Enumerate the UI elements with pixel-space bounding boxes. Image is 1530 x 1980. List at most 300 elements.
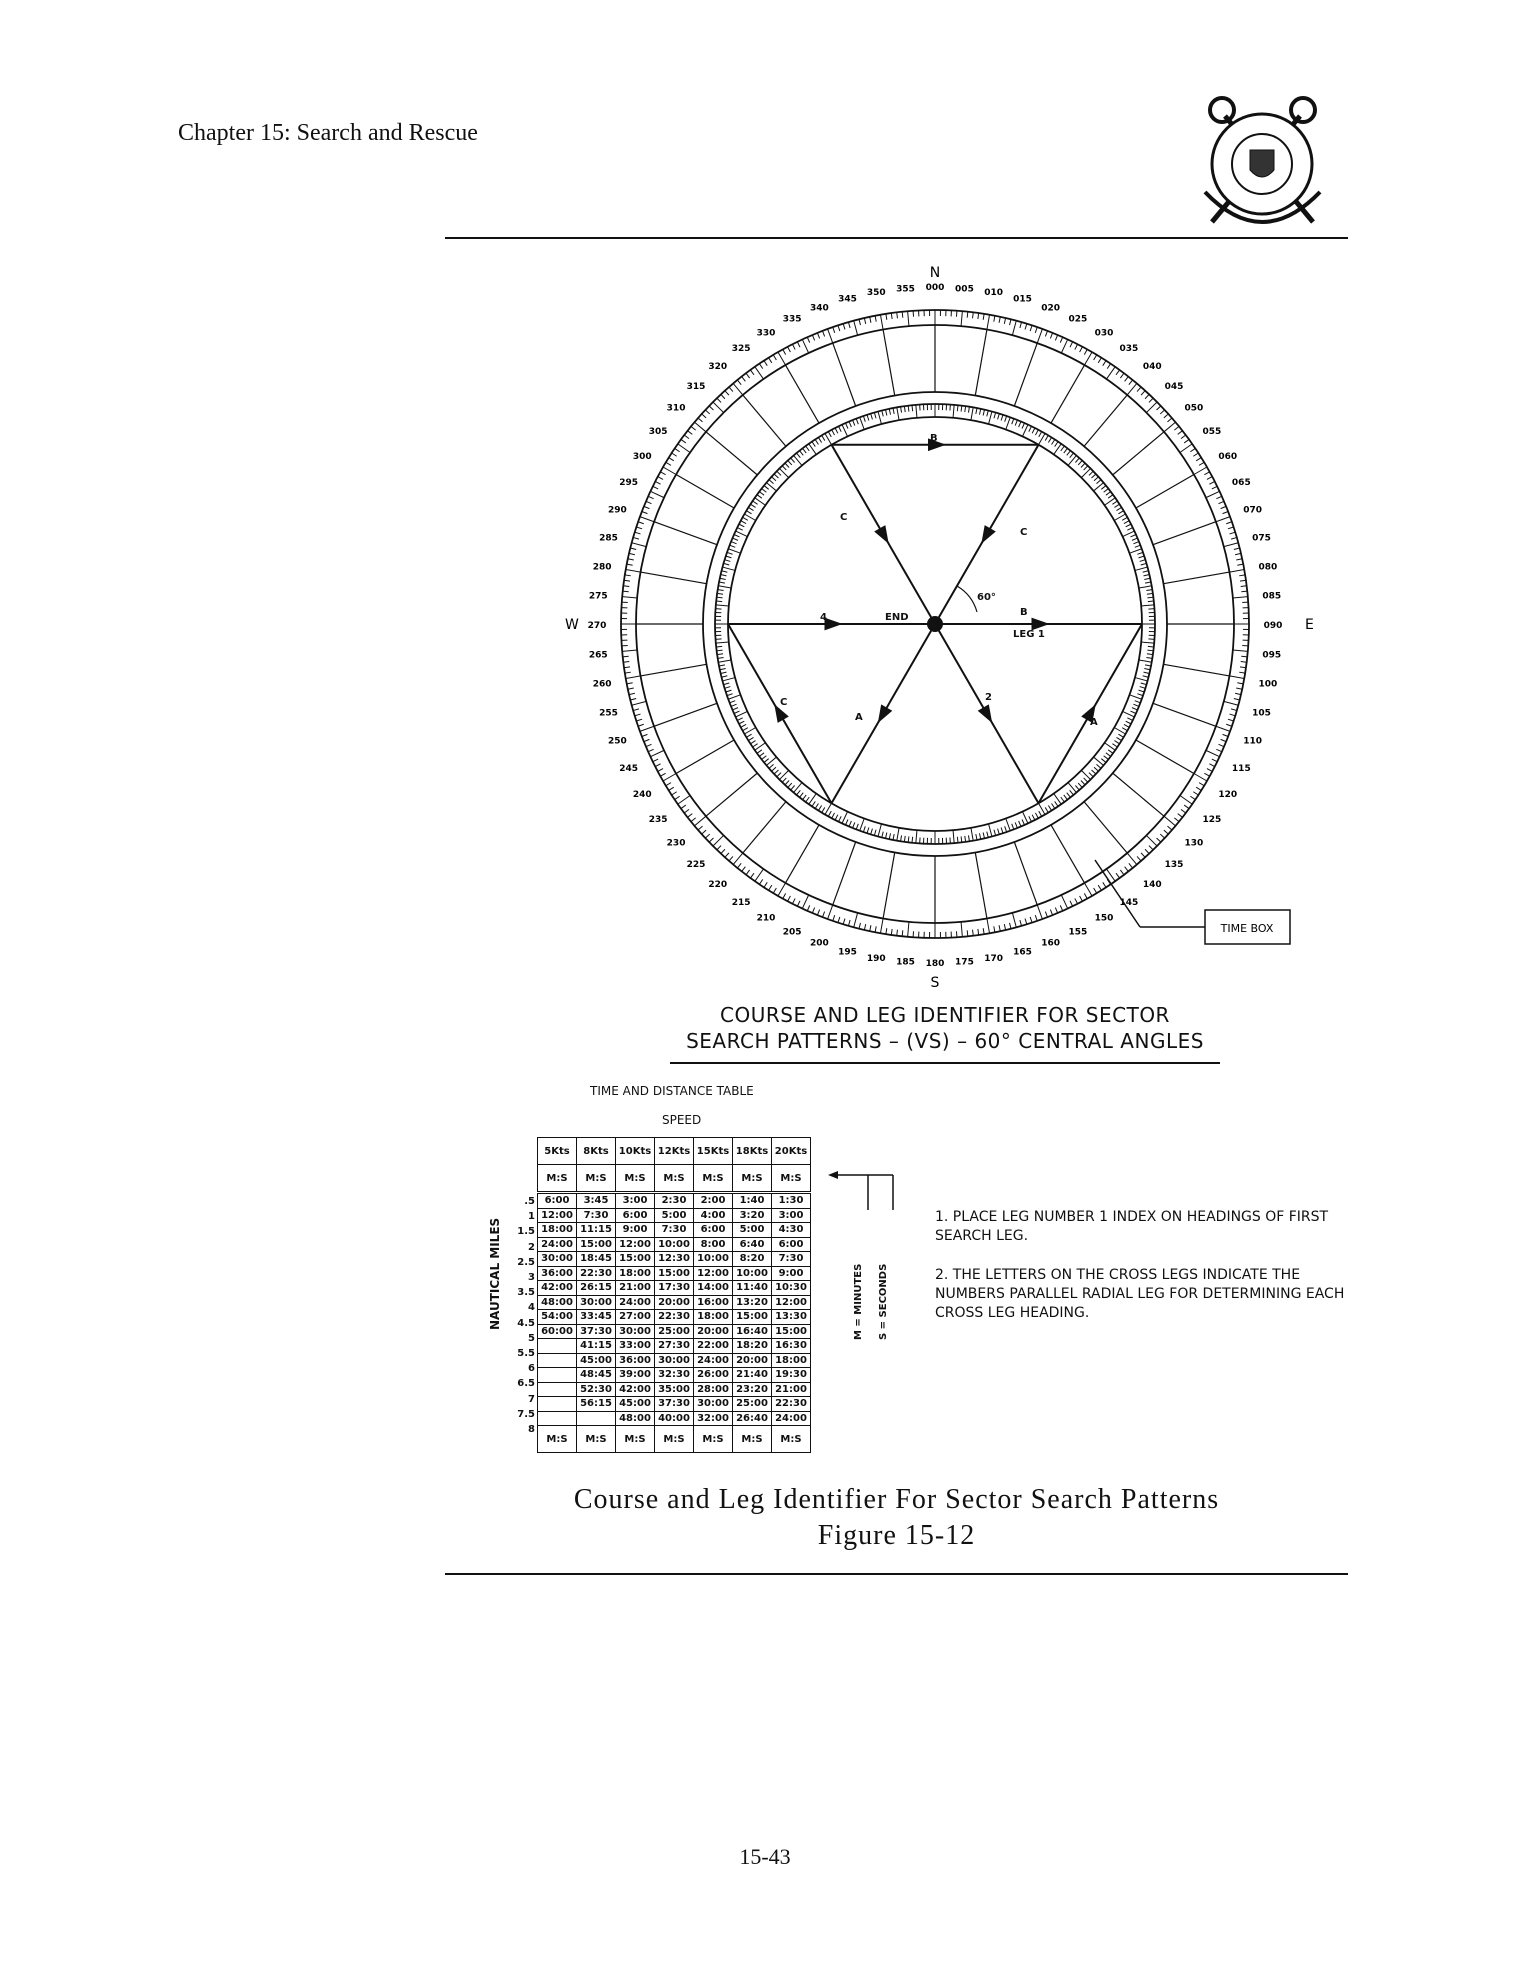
- bearing-label: 280: [592, 562, 612, 573]
- time-cell: 16:00: [694, 1295, 733, 1310]
- time-cell: 20:00: [694, 1324, 733, 1339]
- time-cell: 30:00: [655, 1353, 694, 1368]
- bottom-rule: [445, 1573, 1348, 1575]
- speed-header: 10Kts: [616, 1138, 655, 1165]
- time-cell: 19:30: [772, 1368, 811, 1383]
- time-cell: 6:00: [694, 1223, 733, 1238]
- label-leg1: LEG 1: [1013, 629, 1045, 640]
- bearing-label: 240: [632, 790, 652, 800]
- bearing-label: 330: [756, 328, 776, 339]
- time-cell: 24:00: [616, 1295, 655, 1310]
- bearing-label: 070: [1243, 505, 1263, 516]
- compass-spoke: [1113, 773, 1164, 816]
- unit-cell: M:S: [577, 1165, 616, 1193]
- time-cell: [538, 1339, 577, 1354]
- time-cell: 32:30: [655, 1368, 694, 1383]
- bearing-label: 005: [955, 284, 974, 295]
- bearing-label: 185: [896, 957, 915, 968]
- bearing-label: 035: [1119, 344, 1139, 355]
- time-cell: 28:00: [694, 1382, 733, 1397]
- speed-label: SPEED: [662, 1113, 702, 1127]
- bearing-label: 275: [588, 591, 608, 602]
- south-label: S: [930, 975, 940, 991]
- top-rule: [445, 237, 1348, 239]
- miles-label: 5: [528, 1332, 535, 1344]
- unit-cell: M:S: [616, 1165, 655, 1193]
- time-cell: 30:00: [577, 1295, 616, 1310]
- time-cell: 11:15: [577, 1223, 616, 1238]
- bearing-label: 325: [731, 344, 751, 355]
- bearing-label: 105: [1252, 708, 1271, 719]
- label-leg1-b: B: [1020, 607, 1028, 618]
- compass-spoke: [883, 852, 895, 918]
- table-row: [538, 1281, 811, 1296]
- time-cell: 45:00: [616, 1397, 655, 1412]
- bearing-label: 065: [1231, 478, 1251, 489]
- east-label: E: [1305, 617, 1314, 633]
- bearing-label: 135: [1164, 860, 1184, 871]
- bearing-label: 320: [708, 362, 728, 373]
- bearing-label: 030: [1094, 328, 1114, 339]
- bearing-label: 215: [731, 897, 751, 908]
- bearing-label: 155: [1068, 927, 1088, 938]
- label-lower-left-c: C: [780, 697, 788, 708]
- time-cell: 20:00: [733, 1353, 772, 1368]
- bearing-label: 050: [1184, 403, 1204, 414]
- time-cell: [577, 1411, 616, 1426]
- time-cell: 18:00: [538, 1223, 577, 1238]
- figure-title-line2: SEARCH PATTERNS – (VS) – 60° CENTRAL ANGLES: [686, 1029, 1204, 1053]
- bearing-label: 335: [782, 314, 802, 325]
- bearing-label: 095: [1262, 650, 1282, 661]
- miles-label: 2.5: [517, 1256, 535, 1268]
- bearing-label: 140: [1142, 879, 1162, 890]
- time-cell: 48:00: [538, 1295, 577, 1310]
- time-cell: 5:00: [733, 1223, 772, 1238]
- bearing-label: 205: [782, 927, 802, 938]
- time-cell: 12:00: [538, 1208, 577, 1223]
- speed-header: 18Kts: [733, 1138, 772, 1165]
- compass-spoke: [676, 475, 734, 509]
- bearing-label: 015: [1013, 294, 1032, 305]
- time-cell: 7:30: [772, 1252, 811, 1267]
- time-cell: 25:00: [655, 1324, 694, 1339]
- bearing-label: 245: [619, 763, 639, 774]
- bearing-label: 355: [896, 284, 915, 295]
- north-label: N: [929, 265, 941, 281]
- time-cell: 7:30: [655, 1223, 694, 1238]
- label-upper-left-c: C: [840, 512, 848, 523]
- time-cell: 36:00: [616, 1353, 655, 1368]
- time-cell: 30:00: [694, 1397, 733, 1412]
- table-row: [538, 1411, 811, 1426]
- minutes-legend: M = MINUTES: [853, 1263, 864, 1340]
- figure-title: [670, 1002, 1220, 1054]
- time-cell: 26:00: [694, 1368, 733, 1383]
- compass-spoke: [706, 773, 757, 816]
- time-cell: 9:00: [616, 1223, 655, 1238]
- label-end: END: [885, 612, 909, 623]
- time-cell: 56:15: [577, 1397, 616, 1412]
- time-cell: 45:00: [577, 1353, 616, 1368]
- compass-spoke: [1084, 395, 1127, 446]
- compass-spoke: [1113, 432, 1164, 475]
- caption-line2: Figure 15-12: [817, 1520, 976, 1551]
- figure-caption: [445, 1482, 1348, 1554]
- bearing-label: 145: [1119, 897, 1139, 908]
- time-cell: 12:00: [694, 1266, 733, 1281]
- table-title: TIME AND DISTANCE TABLE: [590, 1084, 754, 1098]
- unit-cell: M:S: [538, 1165, 577, 1193]
- time-cell: 21:00: [772, 1382, 811, 1397]
- time-cell: 18:00: [772, 1353, 811, 1368]
- time-cell: 37:30: [577, 1324, 616, 1339]
- compass-spoke: [975, 330, 987, 396]
- bearing-label: 170: [984, 953, 1004, 964]
- time-cell: 8:00: [694, 1237, 733, 1252]
- time-cell: 4:30: [772, 1223, 811, 1238]
- miles-label: 6: [528, 1363, 535, 1375]
- time-cell: 13:30: [772, 1310, 811, 1325]
- compass-spoke: [975, 852, 987, 918]
- time-cell: 18:00: [694, 1310, 733, 1325]
- time-cell: 9:00: [772, 1266, 811, 1281]
- bearing-label: 080: [1258, 562, 1278, 573]
- time-cell: 33:00: [616, 1339, 655, 1354]
- time-cell: 36:00: [538, 1266, 577, 1281]
- speed-header: 8Kts: [577, 1138, 616, 1165]
- bearing-label: 235: [648, 814, 668, 825]
- bearing-label: 350: [866, 288, 886, 299]
- time-cell: 22:30: [655, 1310, 694, 1325]
- leg-arrow: [826, 619, 840, 629]
- table-row: [538, 1223, 811, 1238]
- unit-cell: M:S: [694, 1165, 733, 1193]
- miles-label: 3.5: [517, 1287, 535, 1299]
- unit-cell: M:S: [733, 1426, 772, 1453]
- compass-spoke: [1136, 740, 1194, 774]
- bearing-label: 250: [607, 736, 627, 747]
- bearing-label: 025: [1068, 314, 1088, 325]
- time-cell: 26:15: [577, 1281, 616, 1296]
- unit-cell: M:S: [655, 1426, 694, 1453]
- time-cell: [538, 1368, 577, 1383]
- sector-search-compass: [540, 255, 1340, 995]
- time-cell: [538, 1411, 577, 1426]
- speed-header: 15Kts: [694, 1138, 733, 1165]
- time-cell: 6:40: [733, 1237, 772, 1252]
- time-cell: 12:00: [616, 1237, 655, 1252]
- time-cell: 2:00: [694, 1193, 733, 1209]
- time-cell: 3:45: [577, 1193, 616, 1209]
- compass-spoke: [641, 664, 707, 676]
- nautical-miles-label: NAUTICAL MILES: [488, 1217, 502, 1330]
- bearing-label: 165: [1013, 947, 1032, 958]
- time-cell: 30:00: [538, 1252, 577, 1267]
- unit-cell: M:S: [655, 1165, 694, 1193]
- leg-arrow: [978, 527, 994, 544]
- time-cell: [538, 1397, 577, 1412]
- bearing-label: 040: [1142, 362, 1162, 373]
- speed-header: 20Kts: [772, 1138, 811, 1165]
- speed-header: 5Kts: [538, 1138, 577, 1165]
- time-cell: 16:40: [733, 1324, 772, 1339]
- unit-cell: M:S: [772, 1426, 811, 1453]
- time-cell: 24:00: [694, 1353, 733, 1368]
- time-cell: 15:00: [616, 1252, 655, 1267]
- label-angle: 60°: [977, 592, 996, 603]
- bearing-label: 300: [632, 452, 652, 462]
- miles-label: 2: [528, 1241, 535, 1253]
- time-cell: 5:00: [655, 1208, 694, 1223]
- bearing-label: 160: [1041, 938, 1061, 949]
- unit-cell: M:S: [694, 1426, 733, 1453]
- time-cell: 27:30: [655, 1339, 694, 1354]
- time-cell: 14:00: [694, 1281, 733, 1296]
- bearing-label: 285: [599, 533, 618, 544]
- label-lower-right-a: A: [1090, 717, 1098, 728]
- unit-cell: M:S: [616, 1426, 655, 1453]
- time-cell: 23:20: [733, 1382, 772, 1397]
- bearing-label: 290: [607, 505, 627, 516]
- time-cell: 10:00: [733, 1266, 772, 1281]
- time-cell: 18:00: [616, 1266, 655, 1281]
- unit-cell: M:S: [538, 1426, 577, 1453]
- time-cell: 10:00: [655, 1237, 694, 1252]
- miles-label: 6.5: [517, 1378, 535, 1390]
- compass-spoke: [1051, 825, 1085, 883]
- unit-footer-row: [538, 1426, 811, 1453]
- note-2: 2. THE LETTERS ON THE CROSS LEGS INDICATE THE NUMBERS PARALLEL RADIAL LEG FOR DETERMINING EACH CROSS LEG HEADING.: [935, 1267, 1345, 1321]
- compass-spoke: [1153, 703, 1216, 726]
- table-row: [538, 1382, 811, 1397]
- bearing-label: 045: [1164, 381, 1184, 392]
- time-cell: 39:00: [616, 1368, 655, 1383]
- bearing-label: 310: [666, 403, 686, 414]
- compass-spoke: [1163, 664, 1229, 676]
- time-cell: 30:00: [616, 1324, 655, 1339]
- leg-arrow: [876, 527, 892, 544]
- time-cell: 12:30: [655, 1252, 694, 1267]
- time-cell: 24:00: [538, 1237, 577, 1252]
- bearing-label: 315: [686, 381, 706, 392]
- time-cell: 18:20: [733, 1339, 772, 1354]
- time-cell: 22:30: [772, 1397, 811, 1412]
- bearing-label: 100: [1258, 679, 1278, 690]
- time-cell: 41:15: [577, 1339, 616, 1354]
- table-row: [538, 1266, 811, 1281]
- bearing-label: 195: [838, 947, 857, 958]
- bearing-label: 210: [756, 913, 776, 924]
- miles-label: 3: [528, 1272, 535, 1283]
- bearing-label: 265: [588, 650, 608, 661]
- bearing-label: 340: [809, 303, 829, 314]
- unit-row: [538, 1165, 811, 1193]
- note-1: 1. PLACE LEG NUMBER 1 INDEX ON HEADINGS OF FIRST SEARCH LEG.: [935, 1209, 1329, 1244]
- miles-label: 4.5: [517, 1317, 535, 1329]
- title-underline: [670, 1062, 1220, 1064]
- time-cell: [538, 1353, 577, 1368]
- compass-spoke: [654, 522, 717, 545]
- time-cell: 3:00: [772, 1208, 811, 1223]
- bearing-label: 055: [1202, 427, 1222, 438]
- miles-label: 5.5: [517, 1348, 535, 1359]
- table-row: [538, 1353, 811, 1368]
- time-cell: 12:00: [772, 1295, 811, 1310]
- time-cell: 3:20: [733, 1208, 772, 1223]
- bearing-label: 130: [1184, 838, 1204, 849]
- miles-label: 7: [528, 1393, 535, 1405]
- bearing-label: 090: [1263, 621, 1283, 631]
- time-cell: 21:40: [733, 1368, 772, 1383]
- bearing-label: 000: [925, 283, 945, 293]
- time-cell: 8:20: [733, 1252, 772, 1267]
- bearing-label: 125: [1202, 814, 1222, 825]
- bearing-label: 295: [619, 478, 639, 489]
- label-lower-right-2: 2: [985, 692, 992, 703]
- figure-title-line1: COURSE AND LEG IDENTIFIER FOR SECTOR: [720, 1003, 1170, 1027]
- compass-spoke: [1153, 522, 1216, 545]
- table-row: [538, 1310, 811, 1325]
- compass-spoke: [1014, 842, 1037, 905]
- bearing-label: 305: [648, 427, 668, 438]
- compass-spoke: [883, 330, 895, 396]
- miles-label: 1: [528, 1211, 535, 1223]
- time-cell: 13:20: [733, 1295, 772, 1310]
- time-cell: 42:00: [616, 1382, 655, 1397]
- bearing-label: 060: [1218, 452, 1238, 462]
- bearing-label: 270: [587, 621, 607, 631]
- label-upper-right-c: C: [1020, 527, 1028, 538]
- coast-guard-seal: [1195, 92, 1330, 232]
- time-cell: 1:40: [733, 1193, 772, 1209]
- index-arrow: [828, 1170, 898, 1210]
- table-row: [538, 1208, 811, 1223]
- label-west-4: 4: [820, 612, 827, 623]
- time-cell: 18:45: [577, 1252, 616, 1267]
- bearing-label: 190: [866, 953, 886, 964]
- bearing-label: 110: [1243, 736, 1263, 747]
- angle-arc: [957, 586, 977, 612]
- time-cell: 15:00: [655, 1266, 694, 1281]
- leg-arrow: [979, 706, 995, 723]
- bearing-label: 120: [1218, 790, 1238, 800]
- leg-arrow: [875, 706, 891, 723]
- time-cell: 22:00: [694, 1339, 733, 1354]
- compass-spoke: [786, 825, 820, 883]
- time-cell: 2:30: [655, 1193, 694, 1209]
- time-cell: 60:00: [538, 1324, 577, 1339]
- compass-spoke: [833, 343, 856, 406]
- time-cell: 27:00: [616, 1310, 655, 1325]
- compass-spoke: [743, 802, 786, 853]
- bearing-label: 075: [1252, 533, 1271, 544]
- table-row: [538, 1397, 811, 1412]
- time-cell: 7:30: [577, 1208, 616, 1223]
- chapter-header: Chapter 15: Search and Rescue: [178, 120, 478, 146]
- speed-header: 12Kts: [655, 1138, 694, 1165]
- bearing-label: 180: [925, 959, 945, 969]
- compass-spoke: [641, 572, 707, 584]
- label-lower-left-a: A: [855, 712, 863, 723]
- time-cell: 35:00: [655, 1382, 694, 1397]
- time-cell: 24:00: [772, 1411, 811, 1426]
- leg-arrow: [1033, 619, 1047, 629]
- time-cell: 26:40: [733, 1411, 772, 1426]
- compass-spoke: [833, 842, 856, 905]
- time-cell: 33:45: [577, 1310, 616, 1325]
- time-cell: 54:00: [538, 1310, 577, 1325]
- label-top-b: B: [930, 433, 938, 444]
- time-cell: 48:45: [577, 1368, 616, 1383]
- time-box-label: TIME BOX: [1220, 922, 1274, 935]
- table-row: [538, 1193, 811, 1209]
- compass-spoke: [1084, 802, 1127, 853]
- time-cell: 6:00: [616, 1208, 655, 1223]
- unit-cell: M:S: [733, 1165, 772, 1193]
- datum-point: [928, 617, 942, 631]
- time-cell: 4:00: [694, 1208, 733, 1223]
- time-cell: 21:00: [616, 1281, 655, 1296]
- time-distance-table: [537, 1137, 811, 1453]
- compass-spoke: [1136, 475, 1194, 509]
- page-number: 15-43: [739, 1844, 791, 1869]
- time-cell: 25:00: [733, 1397, 772, 1412]
- time-cell: 20:00: [655, 1295, 694, 1310]
- time-cell: 48:00: [616, 1411, 655, 1426]
- compass-spoke: [743, 395, 786, 446]
- miles-label: 7.5: [517, 1408, 535, 1420]
- bearing-label: 115: [1231, 763, 1251, 774]
- miles-label: .5: [524, 1196, 535, 1207]
- compass-spoke: [654, 703, 717, 726]
- bearing-label: 200: [809, 938, 829, 949]
- time-cell: 42:00: [538, 1281, 577, 1296]
- time-cell: [538, 1382, 577, 1397]
- seconds-legend: S = SECONDS: [878, 1263, 889, 1340]
- bearing-label: 225: [686, 860, 706, 871]
- time-cell: 37:30: [655, 1397, 694, 1412]
- table-row: [538, 1324, 811, 1339]
- compass-spoke: [676, 740, 734, 774]
- time-cell: 15:00: [733, 1310, 772, 1325]
- bearing-label: 010: [984, 288, 1004, 299]
- time-cell: 6:00: [538, 1193, 577, 1209]
- table-row: [538, 1368, 811, 1383]
- time-cell: 16:30: [772, 1339, 811, 1354]
- bearing-label: 255: [599, 708, 618, 719]
- time-cell: 3:00: [616, 1193, 655, 1209]
- table-row: [538, 1295, 811, 1310]
- miles-label: 1.5: [517, 1226, 535, 1238]
- time-cell: 17:30: [655, 1281, 694, 1296]
- compass-spoke: [1051, 365, 1085, 423]
- time-cell: 6:00: [772, 1237, 811, 1252]
- bearing-label: 020: [1041, 303, 1061, 314]
- compass-spoke: [1163, 572, 1229, 584]
- caption-line1: Course and Leg Identifier For Sector Search Patterns: [573, 1484, 1220, 1515]
- miles-label: 4: [528, 1302, 535, 1314]
- bearing-label: 345: [838, 294, 857, 305]
- bearing-label: 260: [592, 679, 612, 690]
- time-cell: 22:30: [577, 1266, 616, 1281]
- time-cell: 15:00: [772, 1324, 811, 1339]
- time-cell: 52:30: [577, 1382, 616, 1397]
- table-row: [538, 1252, 811, 1267]
- bearing-label: 230: [666, 838, 686, 849]
- compass-spoke: [706, 432, 757, 475]
- time-cell: 10:30: [772, 1281, 811, 1296]
